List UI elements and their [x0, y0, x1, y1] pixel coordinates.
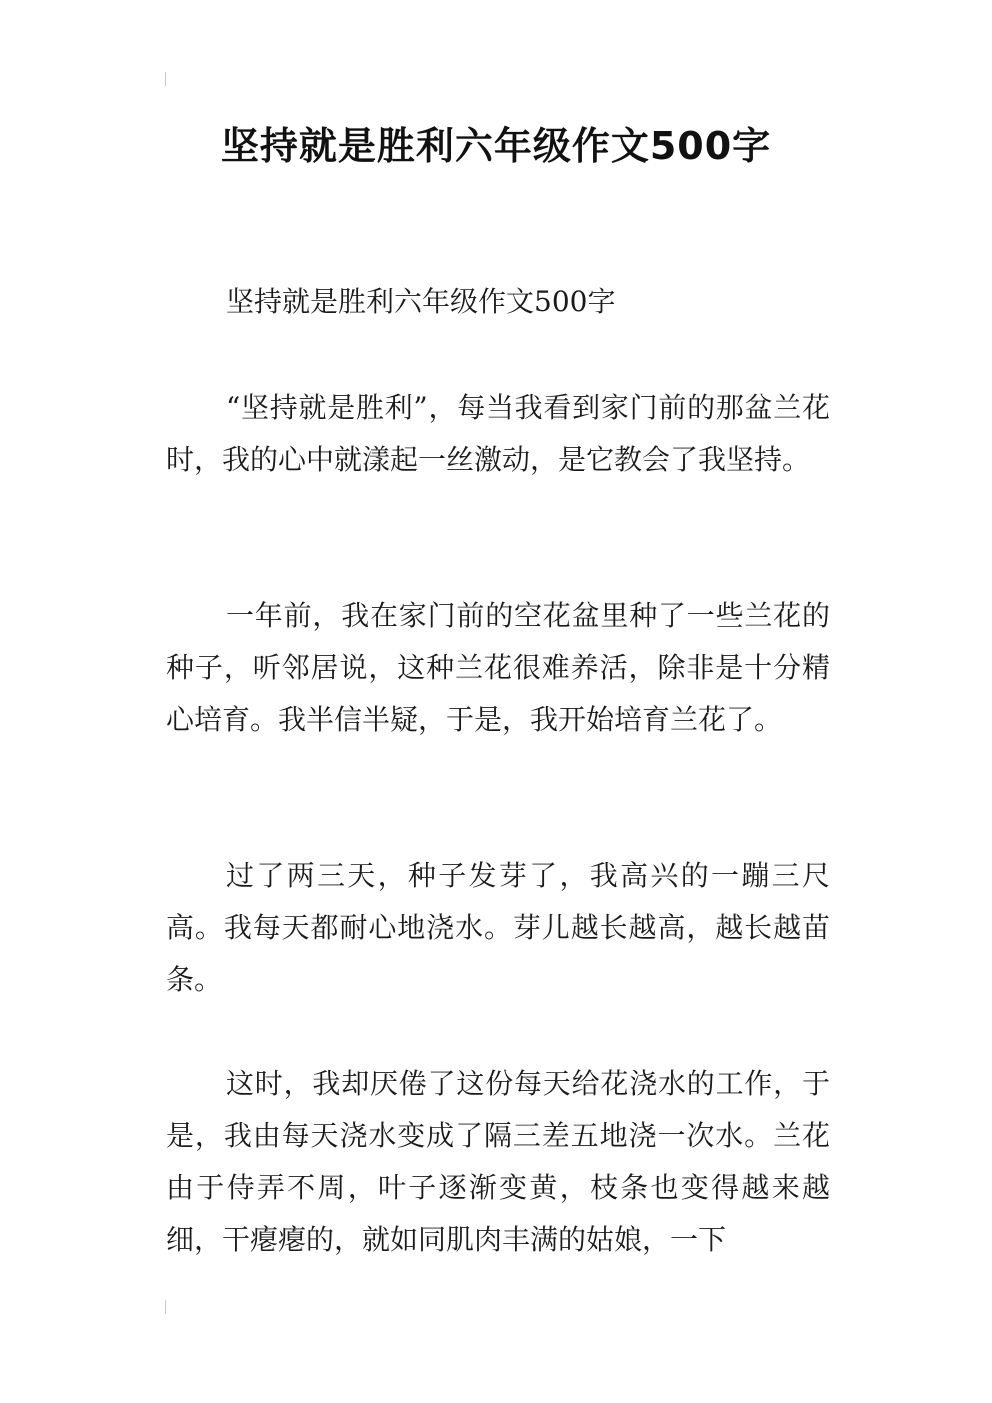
paragraph-2 — [166, 590, 830, 746]
paragraph-4 — [166, 1058, 830, 1266]
paragraph-text: 过了两三天，种子发芽了，我高兴的一蹦三尺高。我每天都耐心地浇水。芽儿越长越高，越长越苗条。 — [166, 859, 830, 996]
paragraph-3 — [166, 850, 830, 1006]
paragraph-text: 这时，我却厌倦了这份每天给花浇水的工作，于是，我由每天浇水变成了隔三差五地浇一次水。兰花由于侍弄不周，叶子逐渐变黄，枝条也变得越来越细，干瘪瘪的，就如同肌肉丰满的姑娘，一下 — [166, 1067, 830, 1256]
margin-mark-top — [165, 72, 166, 86]
document-title: 坚持就是胜利六年级作文500字 — [220, 124, 772, 168]
paragraph-1 — [166, 382, 830, 486]
paragraph-text: 一年前，我在家门前的空花盆里种了一些兰花的种子，听邻居说，这种兰花很难养活，除非是十分精心培育。我半信半疑，于是，我开始培育兰花了。 — [166, 599, 830, 736]
margin-mark-bottom — [165, 1300, 166, 1314]
document-subtitle — [166, 276, 830, 328]
paragraph-text: “坚持就是胜利”，每当我看到家门前的那盆兰花时，我的心中就漾起一丝激动，是它教会了我坚持。 — [166, 391, 830, 476]
subtitle-text: 坚持就是胜利六年级作文500字 — [226, 285, 616, 318]
